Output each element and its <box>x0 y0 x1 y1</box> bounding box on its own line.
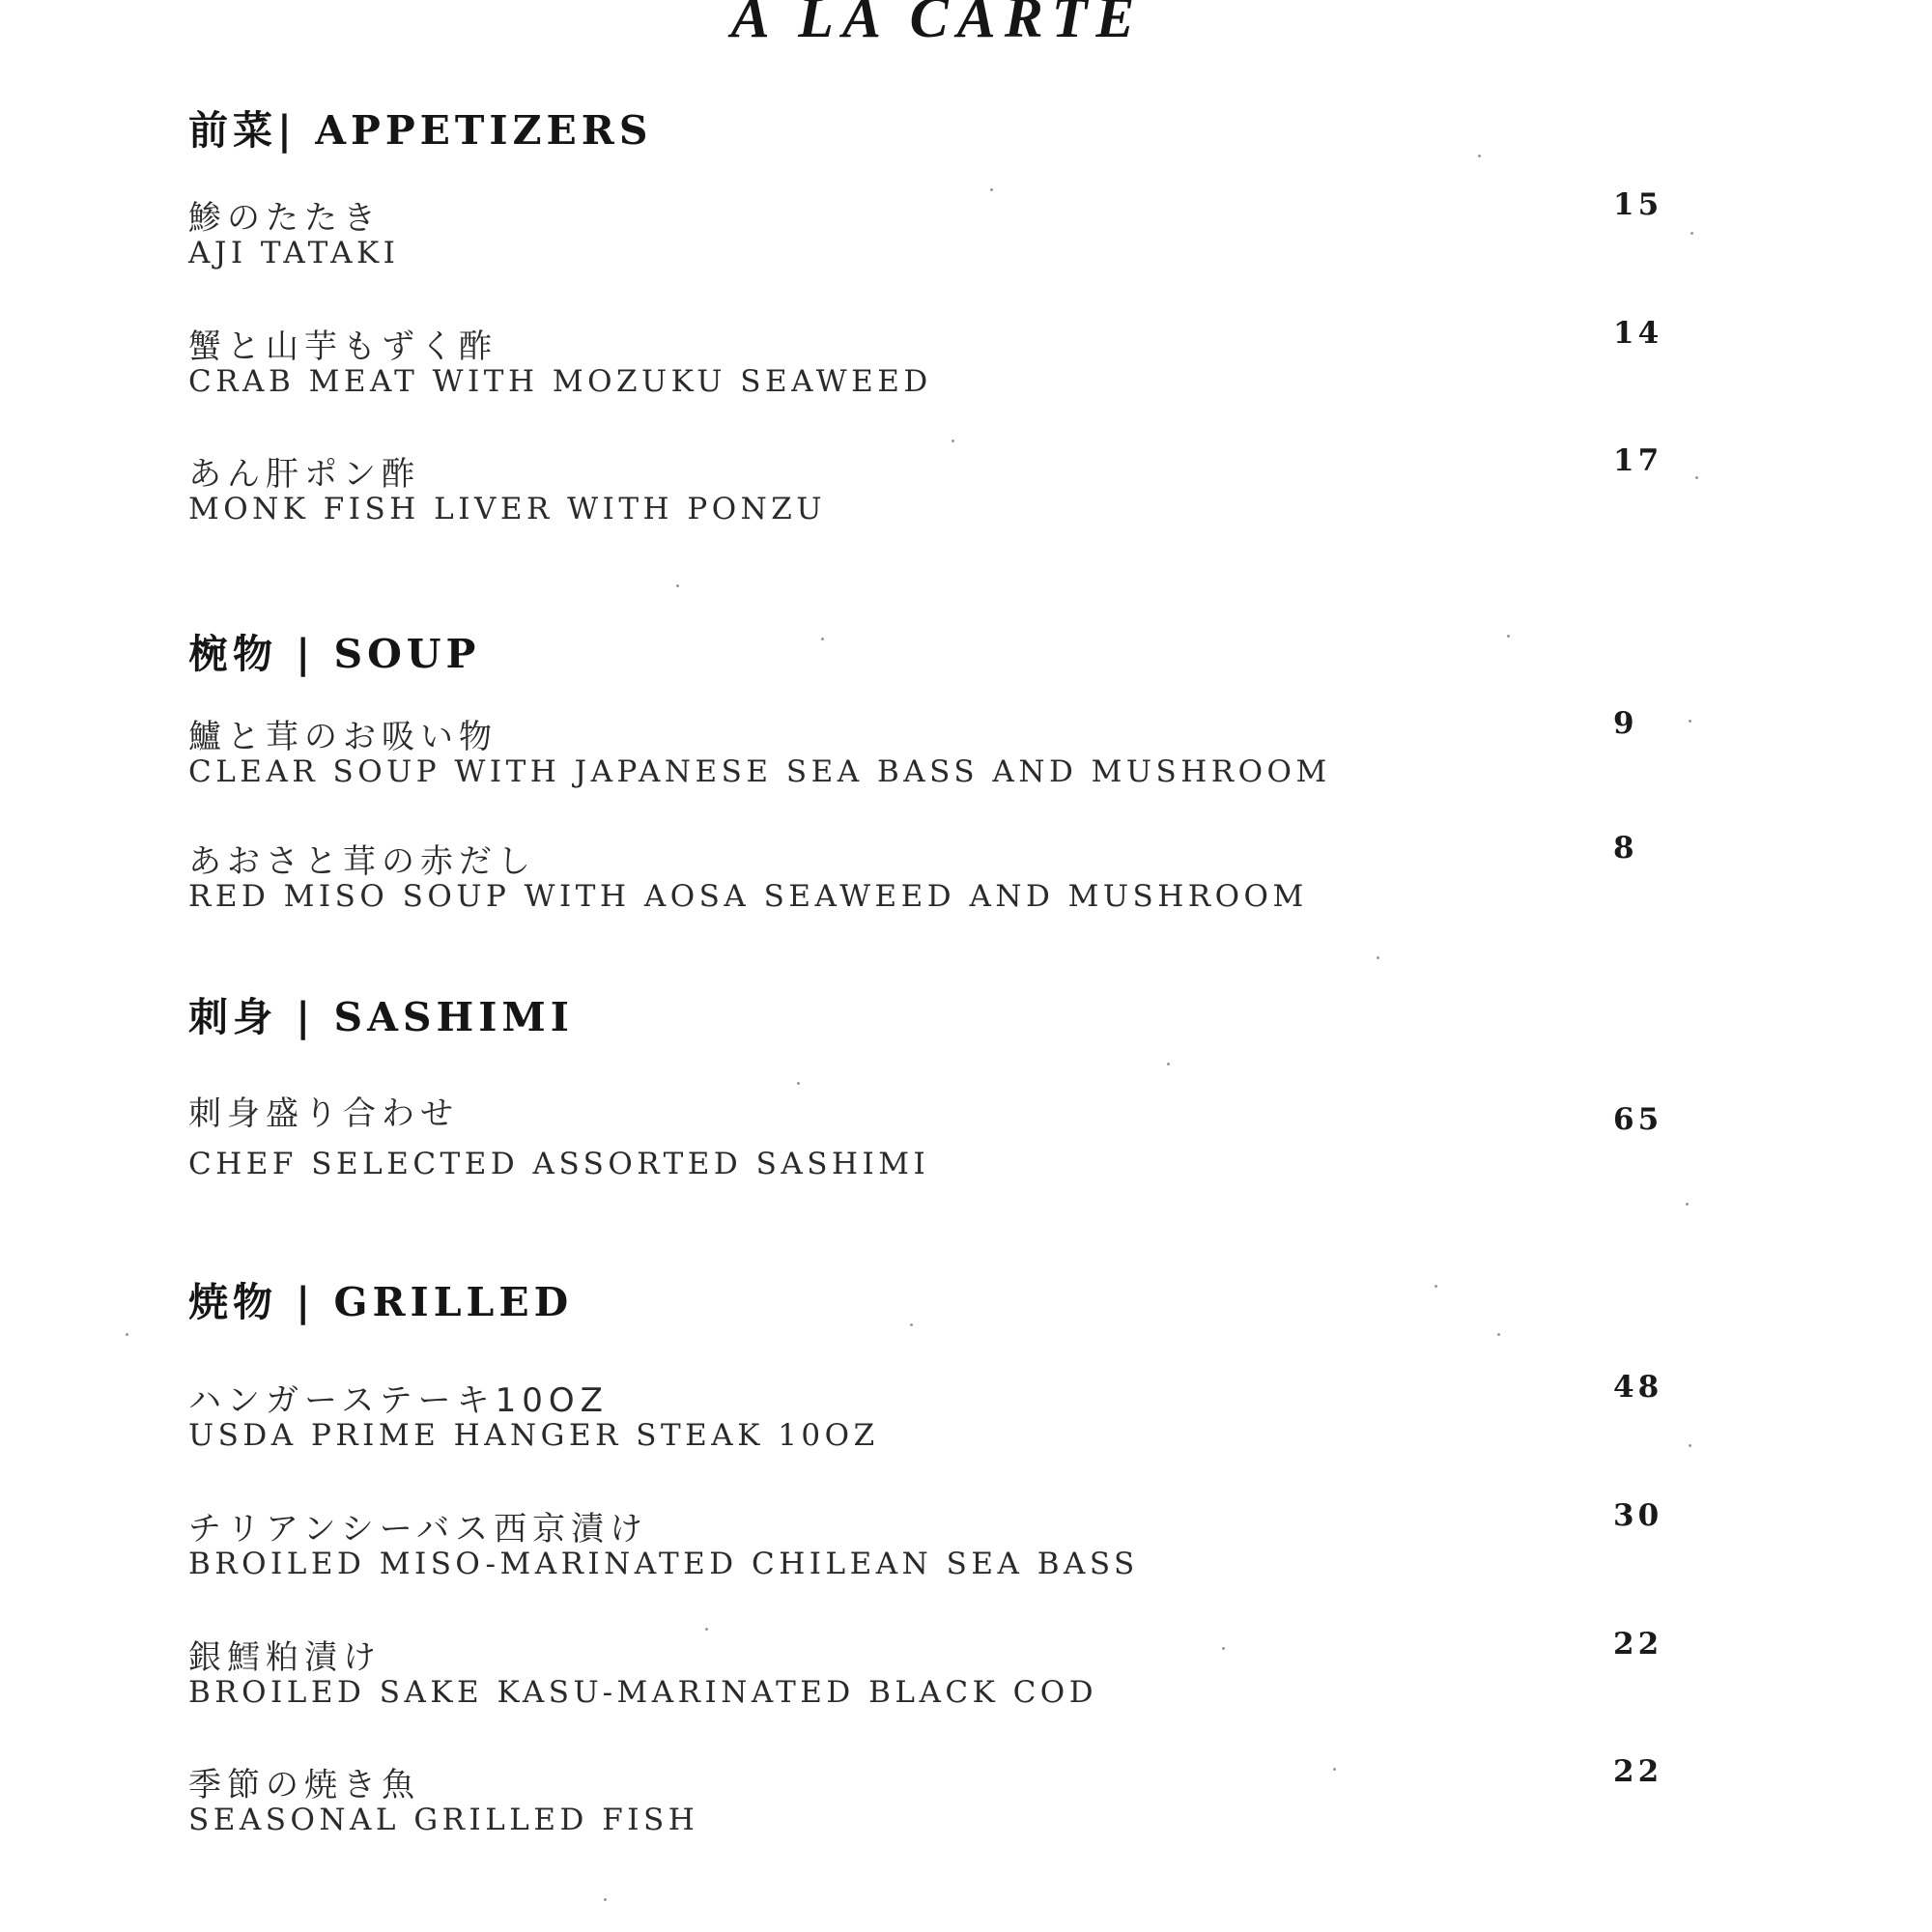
item-price: 15 <box>1613 187 1663 222</box>
section-sashimi <box>188 985 1695 1042</box>
scan-speck <box>797 1082 800 1085</box>
menu-item <box>188 1370 1695 1501</box>
item-name-en: MONK FISH LIVER WITH PONZU <box>188 492 826 526</box>
item-price: 17 <box>1613 443 1663 478</box>
item-name-en: AJI TATAKI <box>188 236 400 270</box>
item-price: 22 <box>1613 1627 1663 1662</box>
item-name-en: CHEF SELECTED ASSORTED SASHIMI <box>188 1147 930 1181</box>
scan-speck <box>990 188 993 191</box>
menu-item <box>188 1754 1695 1886</box>
menu-item <box>188 187 1695 319</box>
item-price: 8 <box>1613 831 1638 866</box>
item-name-jp: あおさと茸の赤だし <box>188 842 536 881</box>
scan-speck <box>1222 1647 1225 1650</box>
scan-speck <box>1689 720 1691 723</box>
menu-item <box>188 706 1695 838</box>
scan-speck <box>1695 476 1698 479</box>
scan-speck <box>910 1323 913 1326</box>
menu-item <box>188 316 1695 447</box>
item-name-jp: 季節の焼き魚 <box>188 1766 420 1804</box>
item-name-en: CLEAR SOUP WITH JAPANESE SEA BASS AND MUSHROOM <box>188 754 1331 789</box>
item-price: 65 <box>1613 1102 1663 1137</box>
scan-speck <box>1377 956 1379 959</box>
scan-speck <box>1435 1285 1437 1288</box>
menu-item <box>188 1627 1695 1758</box>
item-price: 22 <box>1613 1754 1663 1789</box>
item-name-en: USDA PRIME HANGER STEAK 10OZ <box>188 1418 879 1453</box>
scan-speck <box>1686 1203 1689 1206</box>
section-heading: 刺身 | SASHIMI <box>188 994 574 1040</box>
scan-speck <box>1167 1063 1170 1065</box>
section-heading: 焼物 | GRILLED <box>188 1279 574 1325</box>
menu-item <box>188 443 1695 575</box>
scan-speck <box>1497 1333 1500 1336</box>
item-name-jp: 鯵のたたき <box>188 199 382 238</box>
item-name-jp: 蟹と山芋もずく酢 <box>188 327 497 366</box>
scan-speck <box>1689 1444 1691 1447</box>
item-name-en: RED MISO SOUP WITH AOSA SEAWEED AND MUSHROOM <box>188 879 1308 914</box>
scan-speck <box>1690 232 1693 235</box>
item-name-jp: 銀鱈粕漬け <box>188 1638 382 1677</box>
scan-speck <box>821 638 824 640</box>
item-price: 14 <box>1613 316 1663 351</box>
scan-speck <box>1333 1768 1336 1771</box>
scan-speck <box>705 1628 708 1631</box>
item-name-jp: あん肝ポン酢 <box>188 455 420 494</box>
item-name-jp: 鱸と茸のお吸い物 <box>188 718 497 756</box>
item-name-jp: 刺身盛り合わせ <box>188 1094 459 1133</box>
scan-speck <box>1478 155 1481 157</box>
menu-item <box>188 831 1695 962</box>
menu-title: A LA CARTE <box>730 0 1144 49</box>
scan-speck <box>952 440 954 442</box>
scan-speck <box>126 1333 128 1336</box>
item-name-en: SEASONAL GRILLED FISH <box>188 1803 699 1837</box>
scan-speck <box>604 1898 607 1901</box>
section-heading: 前菜| APPETIZERS <box>188 107 653 154</box>
item-price: 30 <box>1613 1498 1663 1533</box>
scan-speck <box>1507 635 1510 638</box>
section-grilled <box>188 1270 1695 1327</box>
item-name-jp: チリアンシーバス西京漬け <box>188 1510 649 1548</box>
item-name-en: CRAB MEAT WITH MOZUKU SEAWEED <box>188 364 932 399</box>
item-price: 48 <box>1613 1370 1663 1405</box>
menu-item <box>188 1498 1695 1630</box>
item-name-en: BROILED MISO-MARINATED CHILEAN SEA BASS <box>188 1547 1139 1581</box>
scan-speck <box>676 584 679 587</box>
menu-item <box>188 1087 1695 1214</box>
section-soup <box>188 622 1695 679</box>
item-name-jp: ハンガーステーキ10OZ <box>188 1381 609 1420</box>
section-heading: 椀物 | SOUP <box>188 631 481 677</box>
item-name-en: BROILED SAKE KASU-MARINATED BLACK COD <box>188 1675 1098 1710</box>
section-appetizers <box>188 99 1695 156</box>
item-price: 9 <box>1613 706 1638 741</box>
